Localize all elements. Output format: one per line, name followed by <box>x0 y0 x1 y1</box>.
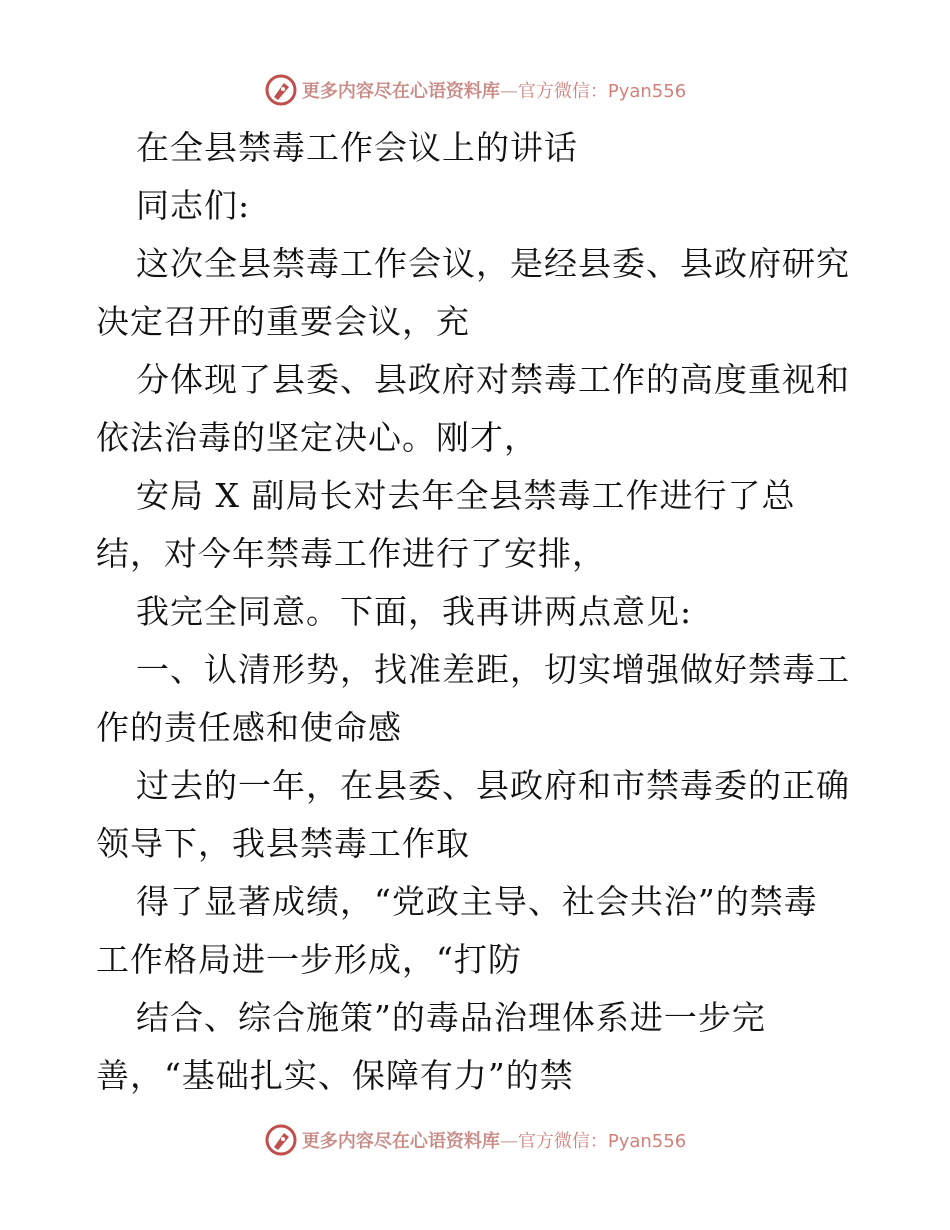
doc-salutation: 同志们: <box>136 186 251 225</box>
watermark-dash: — <box>499 81 518 102</box>
watermark-wechat-text: 官方微信：Pyan556 <box>517 1131 687 1152</box>
doc-line: 工作格局进一步形成，“打防 <box>96 940 522 979</box>
doc-line: 安局 X 副局长对去年全县禁毒工作进行了总 <box>136 476 796 515</box>
pen-nib-circle-icon <box>264 1123 298 1157</box>
doc-line: 这次全县禁毒工作会议，是经县委、县政府研究 <box>136 244 850 283</box>
doc-line: 依法治毒的坚定决心。刚才， <box>96 418 538 457</box>
doc-line: 领导下，我县禁毒工作取 <box>96 824 470 863</box>
watermark-dash: — <box>499 1131 518 1152</box>
doc-line: 分体现了县委、县政府对禁毒工作的高度重视和 <box>136 360 850 399</box>
doc-line: 结合、综合施策”的毒品治理体系进一步完 <box>136 998 766 1037</box>
doc-line: 得了显著成绩，“党政主导、社会共治”的禁毒 <box>136 882 818 921</box>
doc-line: 结，对今年禁毒工作进行了安排， <box>96 534 606 573</box>
watermark-wechat-text: 官方微信：Pyan556 <box>517 81 687 102</box>
doc-line: 我完全同意。下面，我再讲两点意见: <box>136 592 693 631</box>
doc-heading-line: 作的责任感和使命感 <box>96 708 402 747</box>
doc-line: 过去的一年，在县委、县政府和市禁毒委的正确 <box>136 766 850 805</box>
footer-watermark-banner <box>0 1118 950 1162</box>
doc-line: 决定召开的重要会议，充 <box>96 302 470 341</box>
watermark-main-text: 更多内容尽在心语资料库 <box>301 1131 500 1152</box>
doc-title: 在全县禁毒工作会议上的讲话 <box>136 128 578 167</box>
doc-heading-line: 一、认清形势，找准差距，切实增强做好禁毒工 <box>136 650 850 689</box>
watermark-main-text: 更多内容尽在心语资料库 <box>301 81 500 102</box>
watermark-text <box>302 1127 686 1153</box>
doc-line: 善，“基础扎实、保障有力”的禁 <box>96 1056 574 1095</box>
